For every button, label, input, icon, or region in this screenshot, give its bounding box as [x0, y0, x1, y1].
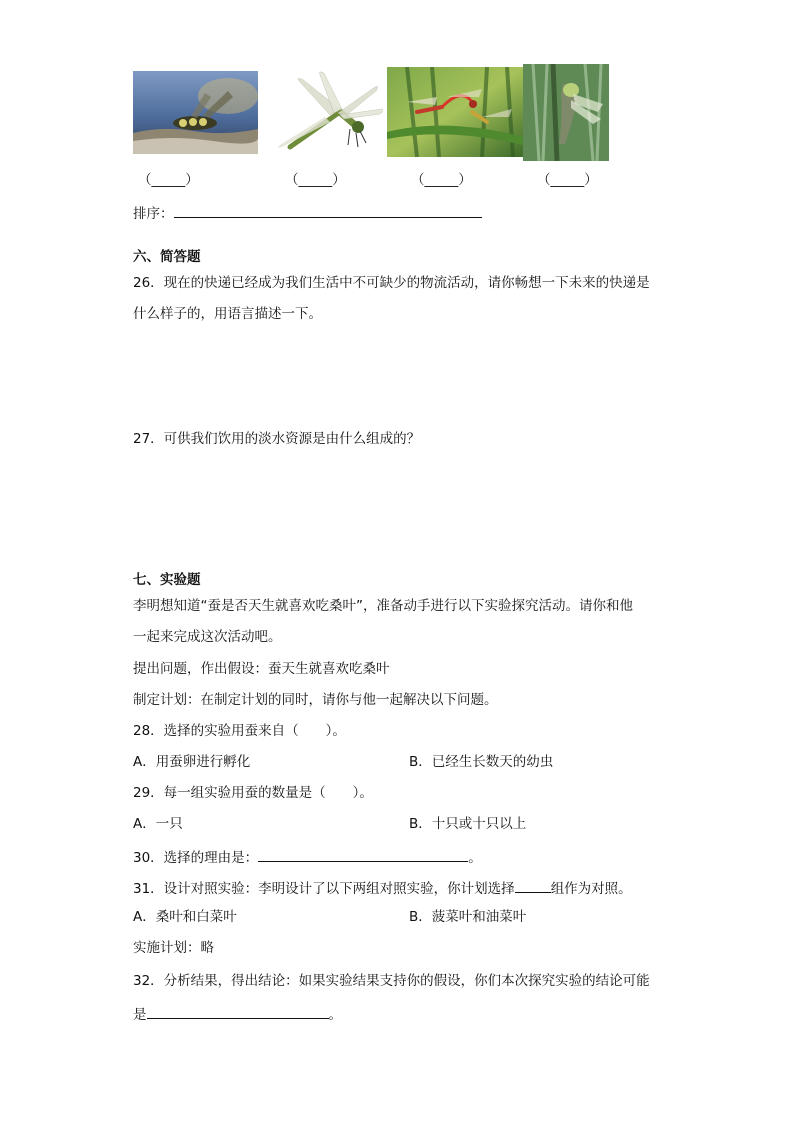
q29-option-a[interactable]: A．一只: [133, 816, 183, 832]
section-6-title: 六、简答题: [133, 249, 201, 265]
intro-line-1: 李明想知道“蚕是否天生就喜欢吃桑叶”，准备动手进行以下实验探究活动。请你和他: [133, 598, 633, 614]
q32-line-2: [133, 1006, 342, 1023]
q28-option-a[interactable]: A．用蚕卵进行孵化: [133, 754, 251, 770]
intro-line-2: 一起来完成这次活动吧。: [133, 629, 282, 645]
image-answer-blank-4[interactable]: （_____）: [537, 172, 598, 188]
green-dragonfly-photo: [270, 67, 383, 160]
q31-option-a[interactable]: A．桑叶和白菜叶: [133, 909, 237, 925]
q27-text: 27．可供我们饮用的淡水资源是由什么组成的？: [133, 431, 421, 447]
dragonfly-larva-on-stone-icon: [133, 71, 258, 154]
dragonfly-larva-photo: [133, 71, 258, 154]
emerging-dragonfly-photo: [523, 64, 609, 161]
sort-label: 排序：: [133, 206, 174, 222]
q30-suffix: 。: [468, 850, 482, 866]
q29-option-b[interactable]: B．十只或十只以上: [409, 816, 527, 832]
q31-option-b[interactable]: B．菠菜叶和油菜叶: [409, 909, 527, 925]
image-answer-blank-3[interactable]: （_____）: [411, 172, 472, 188]
green-dragonfly-icon: [270, 67, 383, 160]
red-dragonflies-photo: [387, 67, 523, 157]
dragonfly-emerging-icon: [523, 64, 609, 161]
q28-option-b[interactable]: B．已经生长数天的幼虫: [409, 754, 554, 770]
red-dragonflies-mating-icon: [387, 67, 523, 157]
q32-line-1: 32．分析结果，得出结论：如果实验结果支持你的假设，你们本次探究实验的结论可能: [133, 973, 650, 989]
q30-answer-blank[interactable]: [258, 849, 468, 862]
q30-prefix: 30．选择的理由是：: [133, 850, 259, 866]
q31-answer-blank[interactable]: [515, 880, 551, 893]
q31-prefix: 31．设计对照实验：李明设计了以下两组对照实验，你计划选择: [133, 881, 515, 897]
q26-line-2: 什么样子的，用语言描述一下。: [133, 306, 322, 322]
q31-line: [133, 880, 632, 897]
image-answer-blank-2[interactable]: （_____）: [285, 172, 346, 188]
hypothesis-text: 提出问题，作出假设：蚕天生就喜欢吃桑叶: [133, 661, 390, 677]
q31-suffix: 组作为对照。: [550, 881, 632, 897]
sort-line: [133, 205, 482, 222]
q32-prefix: 是: [133, 1007, 147, 1023]
implement-text: 实施计划：略: [133, 940, 214, 956]
plan-text: 制定计划：在制定计划的同时，请你与他一起解决以下问题。: [133, 692, 498, 708]
q32-answer-blank[interactable]: [147, 1006, 329, 1019]
image-answer-blank-1[interactable]: （_____）: [138, 172, 199, 188]
q32-suffix: 。: [328, 1007, 342, 1023]
q26-line-1: 26．现在的快递已经成为我们生活中不可缺少的物流活动，请你畅想一下未来的快递是: [133, 275, 650, 291]
section-7-title: 七、实验题: [133, 572, 201, 588]
q29-text: 29．每一组实验用蚕的数量是（ ）。: [133, 785, 373, 801]
sort-answer-blank[interactable]: [174, 205, 482, 218]
q30-line: [133, 849, 482, 866]
q28-text: 28．选择的实验用蚕来自（ ）。: [133, 723, 346, 739]
